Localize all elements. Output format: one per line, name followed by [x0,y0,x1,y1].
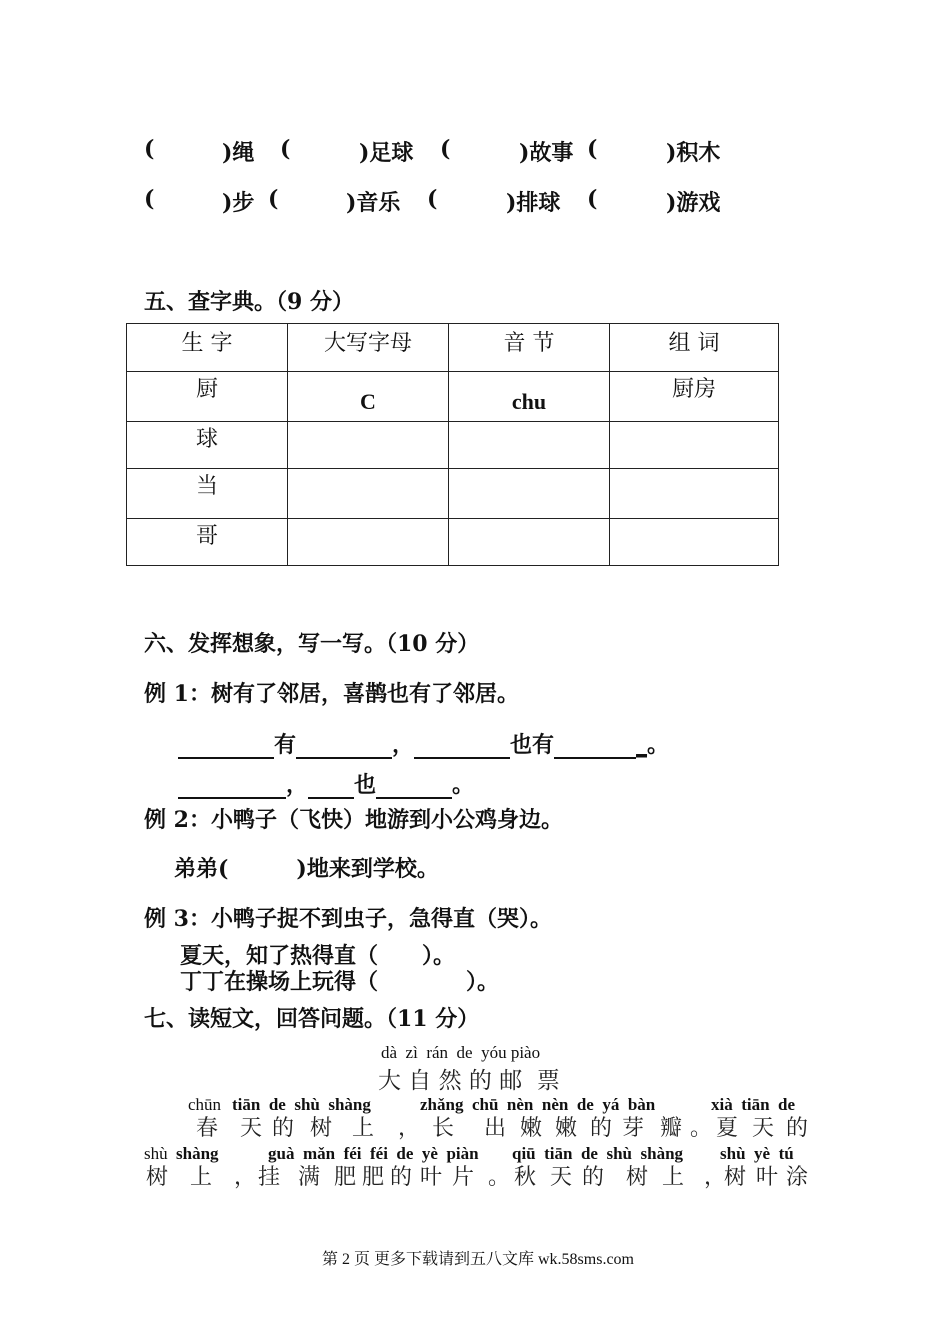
example-1: 例 1：树有了邻居，喜鹊也有了邻居。 [144,681,519,707]
section-5-title: 五、查字典。（9 分） [144,289,354,315]
pinyin: zhǎng chū nèn nèn de yá bàn [420,1095,656,1114]
passage-char: 上 [352,1116,375,1141]
passage-char: 树 [146,1165,169,1190]
pinyin: shù yè tú [720,1144,794,1163]
table-cell: 哥 [127,519,288,566]
line-text: _ [636,732,648,758]
passage-char: 瓣 [660,1116,683,1141]
table-row [127,422,779,469]
table-cell[interactable] [288,469,449,519]
passage-char: 叶 [756,1165,779,1190]
passage-char: 叶 [420,1165,443,1190]
line-text: 有 [274,732,297,758]
bracket-open: ( [144,186,155,212]
passage-char: 夏 [716,1116,739,1141]
line-text: 也 [354,772,377,798]
bracket-open: ( [280,136,291,162]
example-2: 例 2：小鸭子（飞快）地游到小公鸡身边。 [144,807,563,833]
sentence-line-2 [178,768,474,799]
bracket-open: ( [587,186,598,212]
table-cell: 厨 [127,372,288,422]
fill-item: )绳 [222,140,255,166]
table-cell[interactable] [288,519,449,566]
answer-blank[interactable] [414,735,510,759]
fill-item: )故事 [519,140,574,166]
line-text: 弟弟( [174,856,229,882]
passage-char: 树 [626,1165,649,1190]
answer-blank[interactable] [554,735,636,759]
table-cell[interactable] [610,469,779,519]
passage-char: 。 [488,1165,511,1190]
passage-char: 春 [196,1116,219,1141]
passage-char: 涂 [786,1165,809,1190]
pinyin: shàng [176,1144,219,1163]
passage-char: 树 [310,1116,333,1141]
passage-char: 的 [786,1116,809,1141]
passage-char: 肥 [362,1165,385,1190]
answer-blank[interactable] [178,775,286,799]
pinyin: qiū tiān de shù shàng [512,1144,684,1163]
sentence-line-1 [178,728,669,759]
table-cell[interactable] [610,519,779,566]
table-cell[interactable] [449,469,610,519]
fill-item: )排球 [506,190,561,216]
passage-char: 天 [550,1165,573,1190]
fill-item: )足球 [359,140,414,166]
table-cell: 球 [127,422,288,469]
passage-char: 。 [690,1116,713,1141]
fill-item: )积木 [666,140,721,166]
table-cell: 厨房 [610,372,779,422]
table-cell: C [288,372,449,422]
passage-char: 芽 [622,1116,645,1141]
pinyin: tiān de shù shàng [232,1095,371,1114]
passage-title-pinyin: dà zì rán de yóu piào [381,1043,541,1062]
header-cell: 音 节 [449,324,610,372]
passage-char: 树 [724,1165,747,1190]
example-3: 例 3：小鸭子捉不到虫子，急得直（哭）。 [144,906,552,932]
passage-char: 嫩 [555,1116,578,1141]
table-row [127,372,779,422]
table-cell: 当 [127,469,288,519]
bracket-open: ( [268,186,279,212]
passage-char: 片 [452,1165,475,1190]
line-text: ， [392,732,415,758]
pinyin: chūn [188,1095,222,1114]
table-cell[interactable] [610,422,779,469]
line-text: 。 [452,772,475,798]
dictionary-table [126,323,779,566]
passage-char: 出 [484,1116,507,1141]
passage-char: ， [398,1116,421,1141]
passage-char: 长 [432,1116,455,1141]
table-cell[interactable] [449,422,610,469]
header-cell: 大写字母 [288,324,449,372]
pinyin: shù [144,1144,168,1163]
table-row [127,519,779,566]
header-cell: 组 词 [610,324,779,372]
header-cell: 生 字 [127,324,288,372]
table-header-row [127,324,779,372]
passage-char: ， [704,1165,727,1190]
section-7-title: 七、读短文，回答问题。（11 分） [144,1006,480,1032]
line-text: )地来到学校。 [296,856,439,882]
passage-char: 上 [190,1165,213,1190]
sentence-line-4: 夏天，知了热得直（ ）。 [180,943,456,969]
fill-item: )步 [222,190,255,216]
passage-char: 上 [662,1165,685,1190]
passage-char: 的 [390,1165,413,1190]
line-text: 也有 [510,732,555,758]
answer-blank[interactable] [376,775,452,799]
sentence-line-5: 丁丁在操场上玩得（ ）。 [180,969,500,995]
passage-char: ， [234,1165,257,1190]
table-cell[interactable] [449,519,610,566]
answer-blank[interactable] [308,775,354,799]
passage-char: 天 [240,1116,263,1141]
answer-blank[interactable] [178,735,274,759]
passage-char: 的 [590,1116,613,1141]
passage-char: 的 [272,1116,295,1141]
line-text: 。 [647,732,670,758]
passage-char: 满 [298,1165,321,1190]
bracket-open: ( [440,136,451,162]
table-cell: chu [449,372,610,422]
line-text: ， [286,772,309,798]
bracket-open: ( [144,136,155,162]
passage-char: 嫩 [520,1116,543,1141]
table-cell[interactable] [288,422,449,469]
passage-char: 天 [752,1116,775,1141]
passage-char: 肥 [334,1165,357,1190]
table-row [127,469,779,519]
fill-item: )游戏 [666,190,721,216]
passage-title: 大 自 然 的 邮 票 [378,1068,560,1094]
page-footer: 第 2 页 更多下载请到五八文库 wk.58sms.com [322,1251,635,1268]
passage-char: 秋 [514,1165,537,1190]
pinyin: guà mǎn féi féi de yè piàn [268,1144,479,1163]
passage-char: 的 [582,1165,605,1190]
pinyin: xià tiān de [711,1095,796,1114]
fill-item: )音乐 [346,190,401,216]
passage-char: 挂 [258,1165,281,1190]
bracket-open: ( [587,136,598,162]
section-6-title: 六、发挥想象，写一写。（10 分） [144,631,480,657]
bracket-open: ( [427,186,438,212]
sentence-line-3 [174,852,439,883]
answer-blank[interactable] [296,735,392,759]
